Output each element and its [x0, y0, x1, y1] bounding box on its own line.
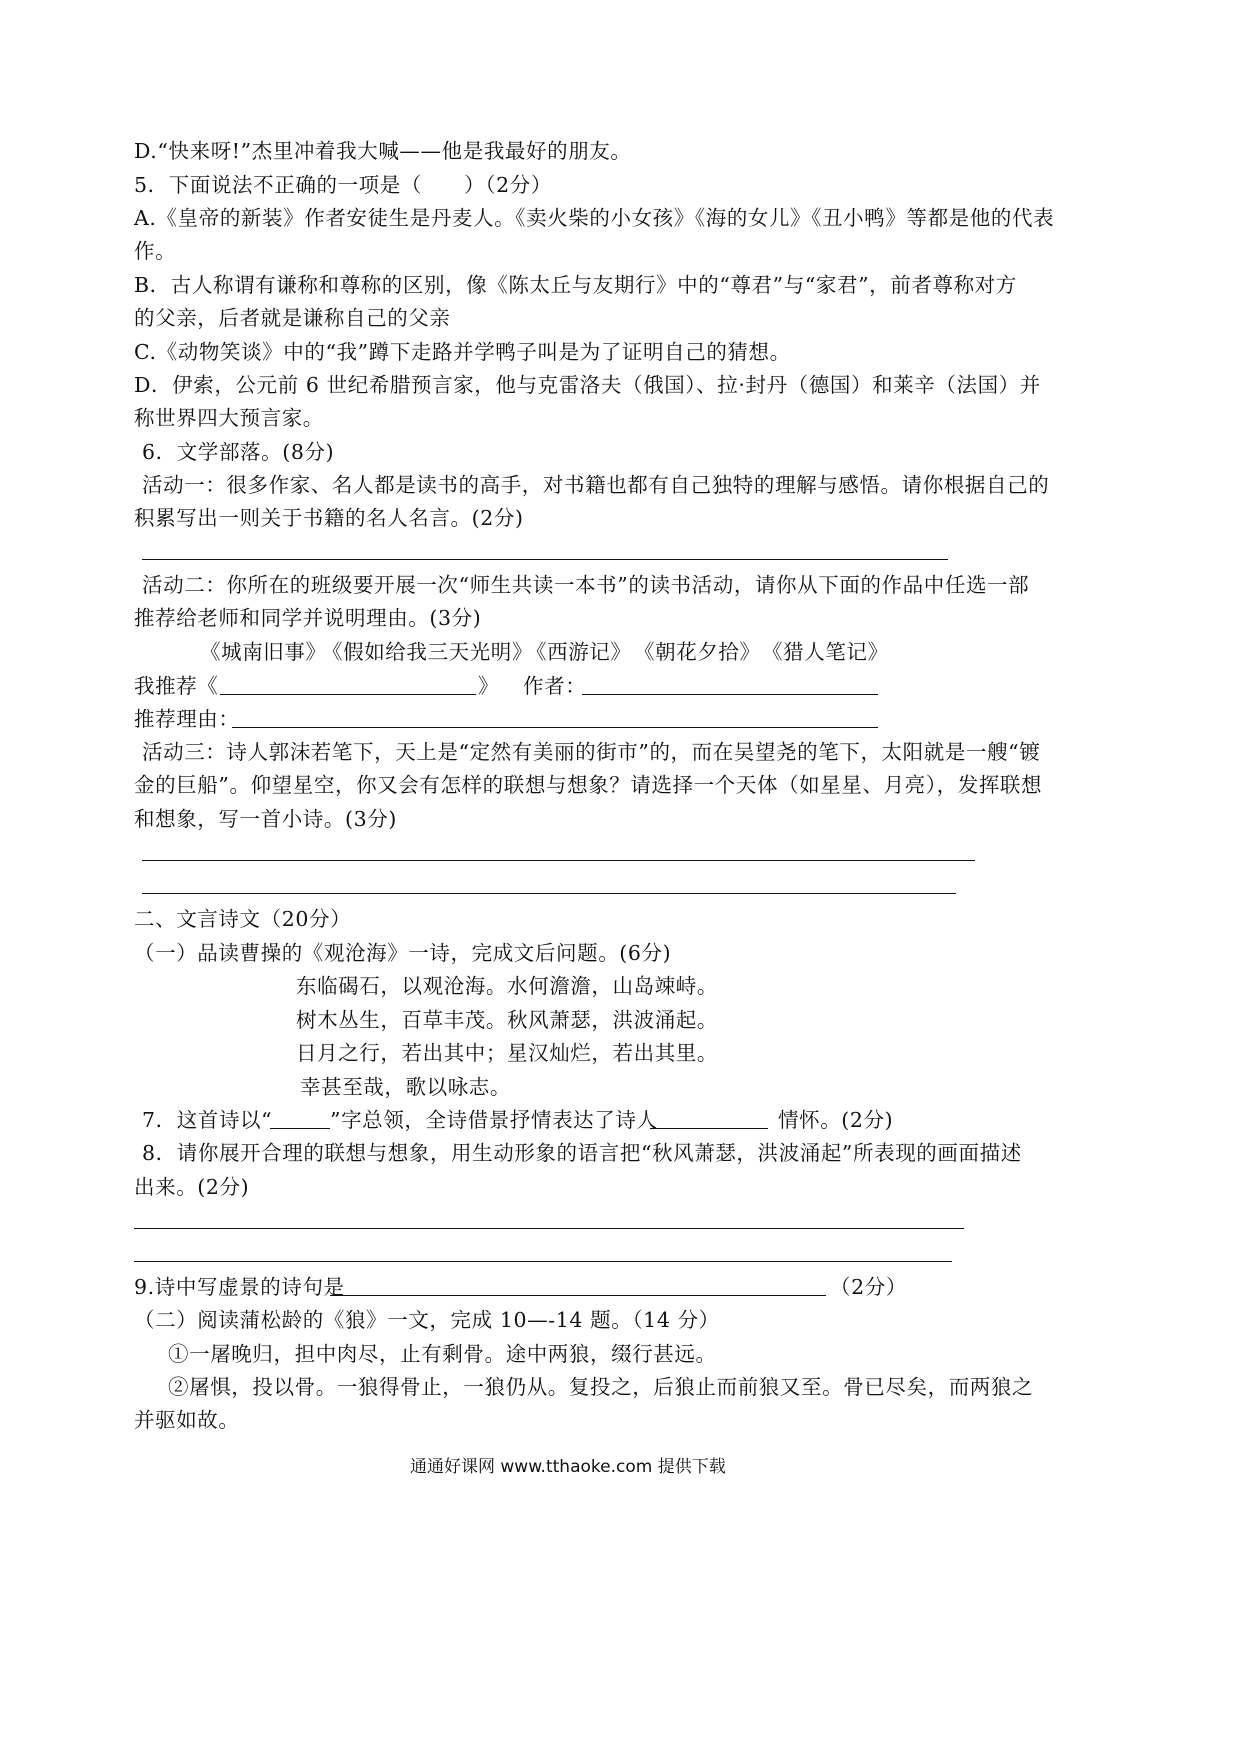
q5-option-d-line1: D．伊索，公元前 6 世纪希腊预言家，他与克雷洛夫（俄国）、拉·封丹（德国）和莱辛（法国）并	[134, 373, 1041, 397]
section2-title: 二、文言诗文（20分）	[134, 907, 352, 931]
q6-activity2-line2: 推荐给老师和同学并说明理由。(3分)	[134, 606, 482, 630]
q5-option-a-line2: 作。	[134, 239, 177, 263]
book-option: 《城南旧事》	[200, 640, 327, 664]
book-option: 《猎人笔记》	[762, 640, 889, 664]
q6-activity3-line1: 活动三：诗人郭沫若笔下，天上是“定然有美丽的街市”的，而在吴望尧的笔下，太阳就是一艘“镀	[142, 740, 1041, 764]
q5-option-a-line1: A.《皇帝的新装》作者安徒生是丹麦人。《卖火柴的小女孩》《海的女儿》《丑小鸭》等都是他的代表	[134, 206, 1055, 230]
q9-blank[interactable]	[330, 1295, 826, 1296]
poem-line: 东临碣石，以观沧海。水何澹澹，山岛竦峙。	[296, 974, 718, 998]
wolf-paragraph-1: ①一屠晚归，担中肉尽，止有剩骨。途中两狼，缀行甚远。	[168, 1342, 717, 1366]
reason-blank[interactable]	[232, 727, 878, 728]
section2-part1: （一）品读曹操的《观沧海》一诗，完成文后问题。(6分)	[134, 941, 672, 965]
answer-line-activity3-2[interactable]	[142, 893, 956, 894]
answer-line-activity1[interactable]	[142, 559, 948, 560]
q6-activity3-line2: 金的巨船”。仰望星空，你又会有怎样的联想与想象？请选择一个天体（如星星、月亮），发挥联想	[134, 773, 1043, 797]
q5-option-d-line2: 称世界四大预言家。	[134, 406, 324, 430]
q7-blank-2[interactable]	[650, 1128, 768, 1129]
q5-option-b-line2: 的父亲，后者就是谦称自己的父亲	[134, 306, 451, 330]
wolf-paragraph-2-line1: ②屠惧，投以骨。一狼得骨止，一狼仍从。复投之，后狼止而前狼又至。骨已尽矣，而两狼之	[168, 1375, 1034, 1399]
q6-activity1-line1: 活动一：很多作家、名人都是读书的高手，对书籍也都有自己独特的理解与感悟。请你根据自己的	[142, 473, 1050, 497]
section2-part2: （二）阅读蒲松龄的《狼》一文，完成 10—-14 题。（14 分）	[134, 1308, 720, 1332]
wolf-paragraph-2-line2: 并驱如故。	[134, 1408, 240, 1432]
book-option: 《假如给我三天光明》	[322, 640, 533, 664]
reason-label: 推荐理由：	[134, 707, 240, 731]
recommend-book-blank[interactable]	[220, 694, 476, 695]
poem-line: 日月之行，若出其中；星汉灿烂，若出其里。	[296, 1041, 718, 1065]
poem-line: 树木丛生，百草丰茂。秋风萧瑟，洪波涌起。	[296, 1008, 718, 1032]
author-blank[interactable]	[582, 694, 878, 695]
book-option: 《朝花夕拾》	[634, 640, 761, 664]
q4-option-d: D.“快来呀!”杰里冲着我大喊——他是我最好的朋友。	[134, 139, 632, 163]
q6-stem: 6．文学部落。(8分)	[142, 440, 335, 464]
q5-stem: 5．下面说法不正确的一项是（ ）（2分）	[134, 173, 552, 197]
poem-line: 幸甚至哉，歌以咏志。	[300, 1075, 511, 1099]
q7-part-a: 7．这首诗以“	[142, 1108, 273, 1132]
q5-option-c: C.《动物笑谈》中的“我”蹲下走路并学鸭子叫是为了证明自己的猜想。	[134, 340, 791, 364]
author-label: 作者：	[523, 674, 587, 698]
q6-activity1-line2: 积累写出一则关于书籍的名人名言。(2分)	[134, 506, 524, 530]
book-option: 《西游记》	[526, 640, 632, 664]
q7-part-b: ”字总领，全诗借景抒情表达了诗人	[330, 1108, 658, 1132]
q8-line1: 8．请你展开合理的联想与想象，用生动形象的语言把“秋风萧瑟，洪波涌起”所表现的画面描述	[142, 1141, 1022, 1165]
answer-line-activity3-1[interactable]	[142, 860, 975, 861]
q7-part-c: 情怀。(2分)	[778, 1108, 894, 1132]
q5-option-b-line1: B．古人称谓有谦称和尊称的区别，像《陈太丘与友期行》中的“尊君”与“家君”，前者尊称对方	[134, 273, 1017, 297]
q9-part-b: （2分）	[830, 1275, 907, 1299]
q7-blank-1[interactable]	[270, 1128, 330, 1129]
q6-activity3-line3: 和想象，写一首小诗。(3分)	[134, 807, 397, 831]
recommend-close: 》	[478, 674, 500, 698]
answer-line-q8-1[interactable]	[134, 1228, 964, 1229]
q6-activity2-line1: 活动二：你所在的班级要开展一次“师生共读一本书”的读书活动，请你从下面的作品中任选一部	[142, 573, 1030, 597]
q8-line2: 出来。(2分)	[134, 1175, 250, 1199]
q9-part-a: 9.诗中写虚景的诗句是	[134, 1275, 345, 1299]
footer-source: 通通好课网 www.tthaoke.com 提供下载	[410, 1457, 726, 1477]
recommend-label: 我推荐《	[134, 674, 219, 698]
answer-line-q8-2[interactable]	[134, 1261, 952, 1262]
